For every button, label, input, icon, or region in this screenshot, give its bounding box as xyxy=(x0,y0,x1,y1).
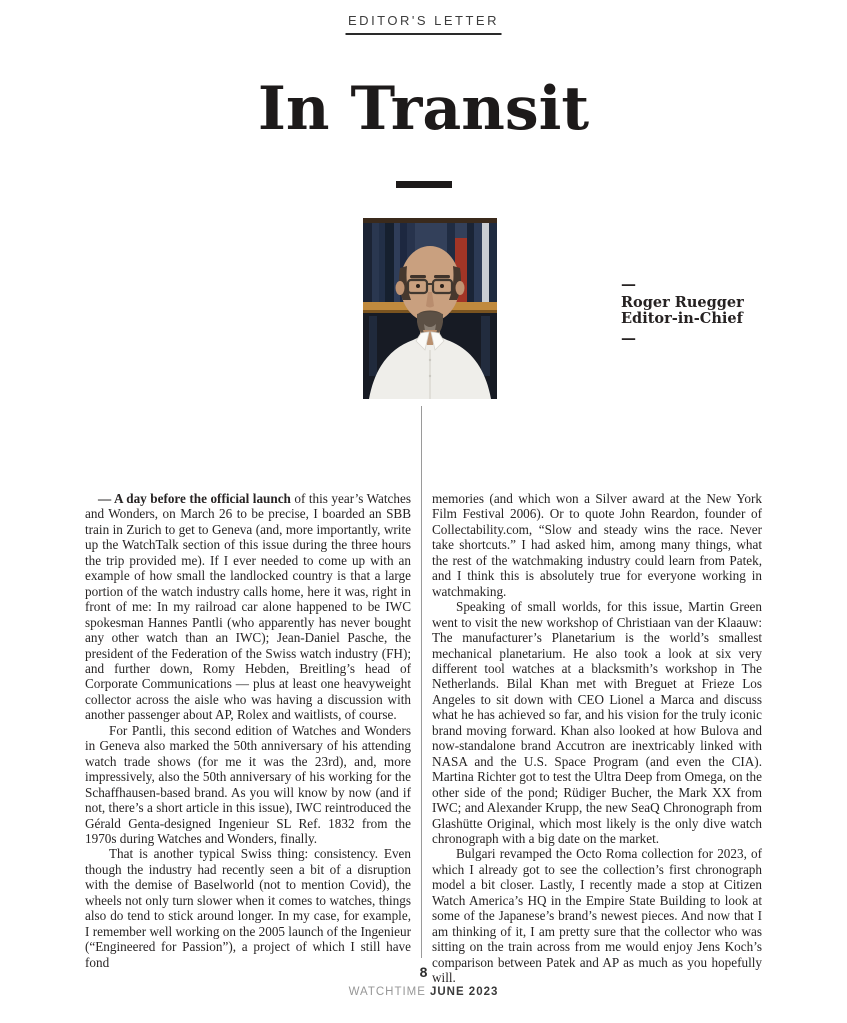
magazine-name: WATCHTIME xyxy=(348,986,426,998)
title-dash xyxy=(396,181,452,188)
paragraph: That is another typical Swiss thing: consistency. Even though the industry had recently seen a bit of a disruption with the demise of Baselworld (not to mention Covid), the wheels not only turn slower when it comes to watches, things also do tend to stick around longer. In my case, for example, I remember well working on the 2005 launch of the Ingenieur (“Engineered for Passion”), a project of which I still have fond xyxy=(85,846,411,970)
editor-portrait-photo xyxy=(363,218,497,399)
article-column-right xyxy=(432,491,762,986)
portrait-illustration xyxy=(363,218,497,399)
issue-date: JUNE 2023 xyxy=(429,986,499,998)
byline-name: Roger Ruegger xyxy=(621,294,744,311)
section-kicker: EDITOR'S LETTER xyxy=(345,13,502,35)
byline xyxy=(621,276,744,346)
byline-dash-top: — xyxy=(621,275,636,293)
article-title: In Transit xyxy=(257,74,590,144)
paragraph-continuation: memories (and which won a Silver award at the New York Film Festival 2006). Or to quote John Reardon, founder of Collectability.com, “Slow and steady wins the race. Never take shortcuts.” I had asked him, among many things, what the rest of the watchmaking industry could learn from Patek, and I think this is absolutely true for everyone working in watchmaking. xyxy=(432,491,762,599)
article-column-left xyxy=(85,491,411,970)
byline-dash-bottom: — xyxy=(621,329,636,347)
paragraph: Bulgari revamped the Octo Roma collection for 2023, of which I already got to see the collection’s first chronograph model a bit closer. Lastly, I recently made a stop at Citizen Watch America’s HQ in the Empire State Building to look at some of the Japanese’s brand’s newest pieces. And now that I am thinking of it, I am pretty sure that the collector who was sitting on the train across from me would enjoy Jens Koch’s comparison between Patek and AP as much as you hopefully will. xyxy=(432,846,762,986)
paragraph-opening xyxy=(85,491,411,723)
column-divider xyxy=(421,406,422,958)
paragraph-text: of this year’s Watches and Wonders, on March 26 to be precise, I boarded an SBB train in Zurich to get to Geneva (and, more importantly, write up the WatchTalk section of this issue during the three hours the trip provided me). If I ever needed to come up with an example of how small the landlocked country is that a large portion of the watch industry calls home, here it was, right in front of me: In my railroad car alone happened to be IWC spokesman Hannes Pantli (who apparently has never bought any other watch than an IWC); Jean-Daniel Pasche, the president of the Federation of the Swiss watch industry (FH); and further down, Romy Hebden, Breitling’s head of Corporate Communications — plus at least one heavyweight collector across the aisle who was having a discussion with another passenger about AP, Rolex and waitlists, of course. xyxy=(85,491,411,723)
paragraph: For Pantli, this second edition of Watches and Wonders in Geneva also marked the 50th anniversary of his attending watch trade shows (for me it was the 23rd), and, more impressively, also the 50th anniversary of his working for the Schaffhausen-based brand. As you will know by now (and if not, there’s a short article in this issue), IWC reintroduced the Gérald Genta-designed Ingenieur SL Ref. 1832 from the 1970s during Watches and Wonders, finally. xyxy=(85,722,411,846)
footer-magazine-line xyxy=(0,986,847,998)
page-number: 8 xyxy=(419,964,428,980)
paragraph-lead: — A day before the official launch xyxy=(98,491,291,506)
paragraph: Speaking of small worlds, for this issue, Martin Green went to visit the new workshop of Christiaan van der Klaauw: The manufacturer’s Planetarium is the world’s smallest mechanical planetarium. He also took a look at six very different tool watches at a blacksmith’s workshop in The Netherlands. Bilal Khan met with Breguet at Frieze Los Angeles to sit down with CEO Lionel a Marca and discuss what he has achieved so far, and his vision for the truly iconic brand moving forward. Khan also looked at how Bulova and now-standalone brand Accutron are inextricably linked with NASA and the U.S. Space Program (and even the CIA). Martina Richter got to test the Ultra Deep from Omega, on the other side of the pond; Rüdiger Bucher, the Mark XX from IWC; and Alexander Krupp, the new SeaQ Chronograph from Glashütte Original, which most likely is the only dive watch chronograph with a big date on the market. xyxy=(432,599,762,846)
byline-role: Editor-in-Chief xyxy=(621,310,743,327)
